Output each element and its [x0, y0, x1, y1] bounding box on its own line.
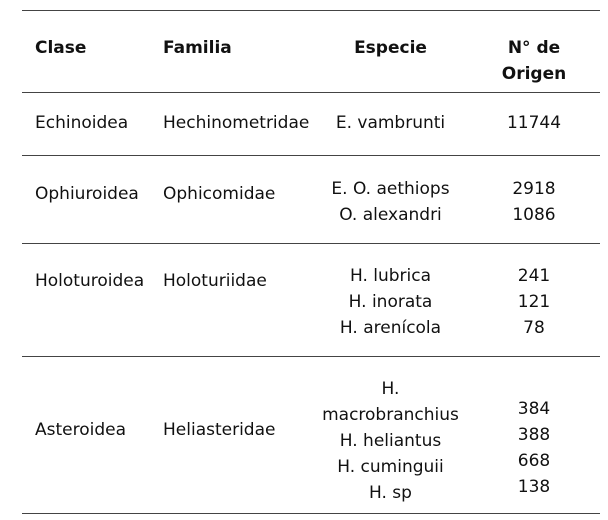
row-divider [22, 243, 600, 244]
cell-origen: 11744 [506, 113, 562, 133]
origen-item: 2918 [512, 179, 556, 199]
origen-item: 668 [517, 451, 551, 471]
origen-item: 121 [517, 292, 551, 312]
origen-item: 138 [517, 477, 551, 497]
cell-origen-list [488, 396, 580, 500]
cell-clase: Ophiuroidea [35, 184, 139, 204]
header-clase: Clase [35, 38, 87, 58]
cell-familia: Hechinometridae [163, 113, 310, 133]
header-origen-line1: N° de [507, 38, 561, 58]
especie-item: macrobranchius [322, 405, 459, 425]
especie-item: O. alexandri [339, 205, 442, 225]
header-origen [488, 35, 580, 87]
cell-familia: Ophicomidae [163, 184, 276, 204]
cell-especie: E. vambrunti [335, 113, 446, 133]
cell-origen-list [488, 263, 580, 341]
cell-clase: Asteroidea [35, 420, 127, 440]
cell-clase: Holoturoidea [35, 271, 145, 291]
header-rule [22, 92, 600, 93]
especie-item: H. [381, 379, 400, 399]
cell-origen-list [488, 176, 580, 228]
bottom-rule [22, 513, 600, 514]
top-rule [22, 10, 600, 11]
especie-item: H. lubrica [349, 266, 432, 286]
header-origen-line2: Origen [501, 64, 567, 84]
origen-item: 78 [523, 318, 545, 338]
header-familia: Familia [163, 38, 232, 58]
origen-item: 241 [517, 266, 551, 286]
origen-item: 384 [517, 399, 551, 419]
cell-clase: Echinoidea [35, 113, 129, 133]
cell-especies [318, 376, 463, 506]
especie-item: H. sp [369, 483, 412, 503]
especie-item: H. inorata [348, 292, 433, 312]
cell-familia: Heliasteridae [163, 420, 276, 440]
origen-item: 1086 [512, 205, 556, 225]
especie-item: H. arenícola [339, 318, 442, 338]
especie-item: H. cuminguii [337, 457, 444, 477]
origen-item: 388 [517, 425, 551, 445]
cell-familia: Holoturiidae [163, 271, 267, 291]
row-divider [22, 155, 600, 156]
row-divider [22, 356, 600, 357]
especie-item: E. O. aethiops [331, 179, 450, 199]
cell-especies [318, 176, 463, 228]
especie-item: H. heliantus [339, 431, 442, 451]
cell-especies [318, 263, 463, 341]
header-especie: Especie [354, 38, 427, 58]
